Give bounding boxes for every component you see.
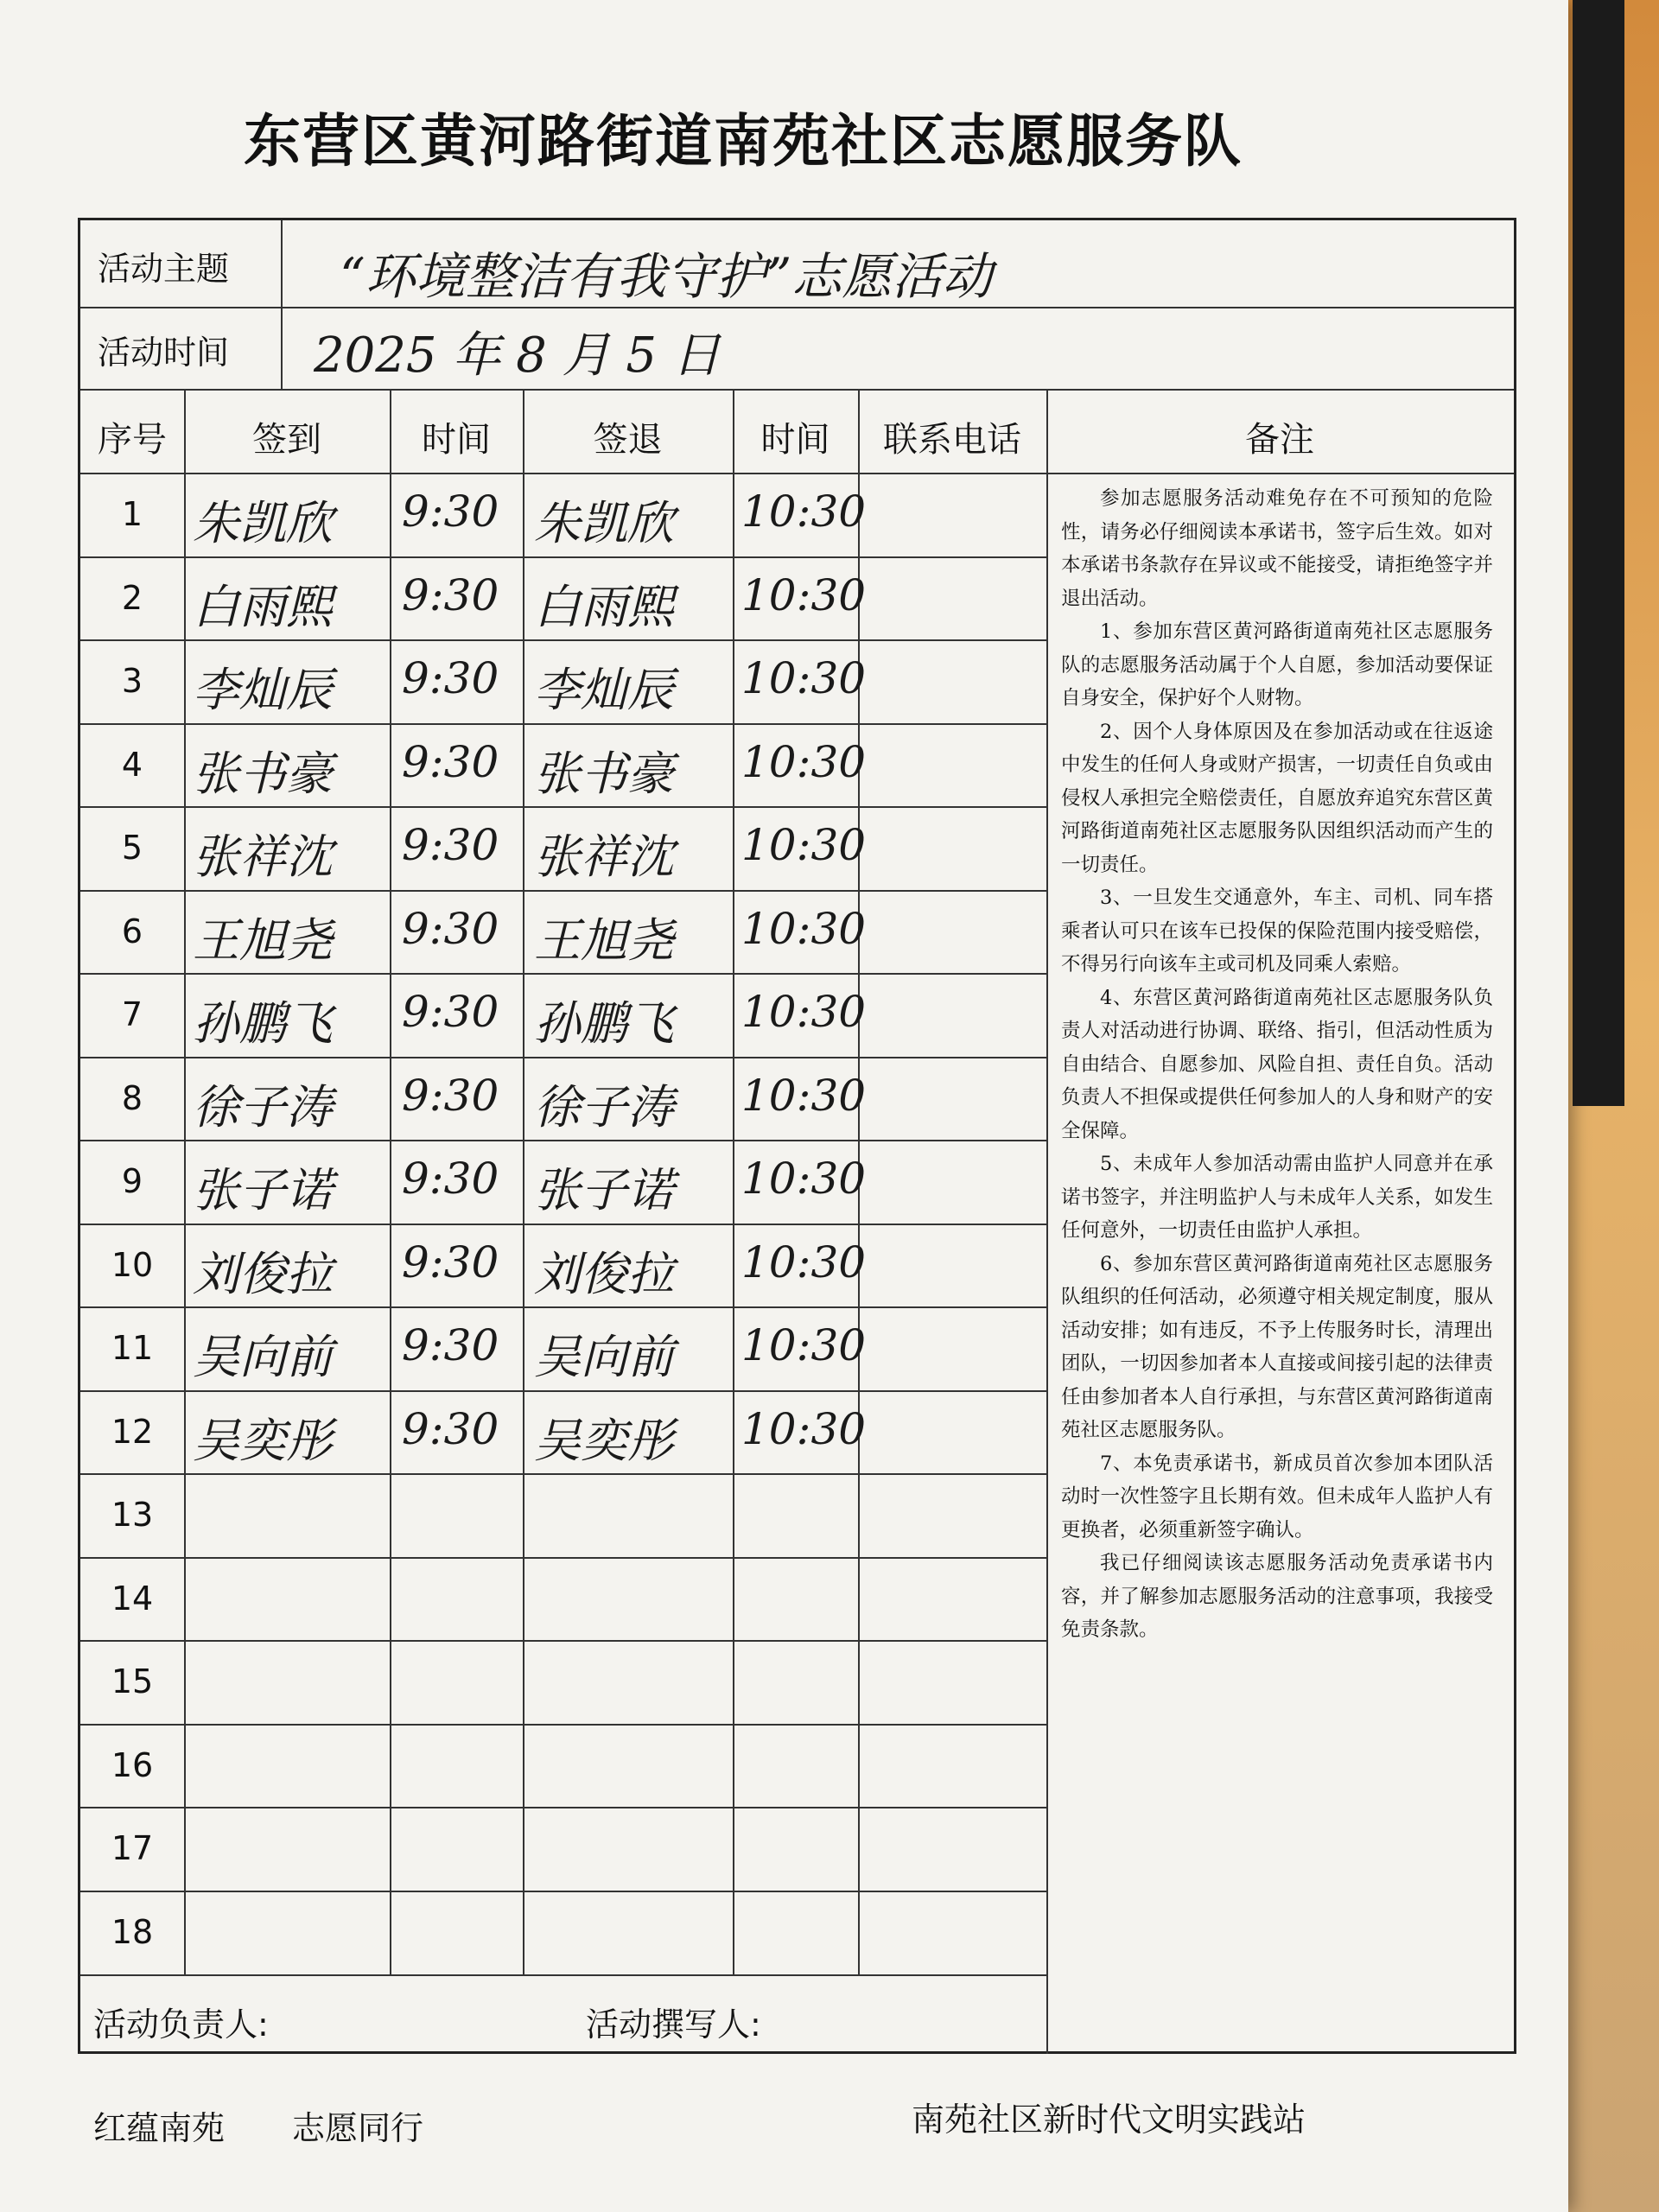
disclaimer-paragraph: 3、一旦发生交通意外，车主、司机、同车搭乘者认可只在该车已投保的保险范围内接受赔偿，不得另行向该车主或司机及同乘人索赔。 — [1061, 887, 1493, 976]
cell-t-out: 10:30 — [741, 820, 867, 870]
row-divider — [80, 1724, 1046, 1726]
cell-t-out: 10:30 — [741, 486, 867, 537]
row-number: 16 — [111, 1745, 154, 1784]
station-name: 南苑社区新时代文明实践站 — [912, 2101, 1306, 2139]
cell-t-out: 10:30 — [741, 987, 867, 1037]
divider — [80, 1974, 1046, 1976]
cell-out: 张书豪 — [534, 746, 674, 801]
page-title: 东营区黄河路街道南苑社区志愿服务队 — [244, 107, 1243, 175]
cell-in: 李灿辰 — [193, 663, 333, 717]
cell-in: 刘俊拉 — [193, 1246, 333, 1301]
header-time-out: 时间 — [760, 420, 830, 460]
row-number: 9 — [121, 1162, 143, 1200]
cell-t-in: 9:30 — [402, 1403, 499, 1454]
row-divider — [80, 723, 1046, 725]
cell-out: 白雨熙 — [534, 579, 674, 634]
header-phone: 联系电话 — [883, 420, 1021, 460]
divider — [281, 220, 283, 389]
row-number: 3 — [121, 662, 143, 700]
row-divider — [80, 973, 1046, 975]
cell-t-in: 9:30 — [402, 1154, 499, 1204]
header-time-in: 时间 — [422, 420, 491, 460]
cell-out: 刘俊拉 — [534, 1246, 674, 1301]
divider — [390, 389, 391, 1974]
cell-t-out: 10:30 — [741, 903, 867, 954]
row-number: 18 — [111, 1912, 154, 1951]
header-index: 序号 — [98, 420, 167, 460]
cell-t-in: 9:30 — [402, 987, 499, 1037]
cell-t-in: 9:30 — [402, 903, 499, 954]
row-divider — [80, 639, 1046, 641]
cell-t-out: 10:30 — [741, 1070, 867, 1121]
row-number: 13 — [111, 1496, 154, 1534]
divider — [184, 389, 186, 1974]
cell-t-in: 9:30 — [402, 653, 499, 703]
cell-in: 张书豪 — [193, 746, 333, 801]
header-signin: 签到 — [252, 420, 321, 460]
row-number: 15 — [111, 1662, 154, 1700]
cell-t-out: 10:30 — [741, 1236, 867, 1287]
cell-t-in: 9:30 — [402, 1320, 499, 1370]
cell-out: 朱凯欣 — [534, 496, 674, 550]
row-divider — [80, 1057, 1046, 1058]
divider — [733, 389, 734, 1974]
cell-in: 徐子涛 — [193, 1079, 333, 1135]
cell-out: 孙鹏飞 — [534, 996, 674, 1051]
header-remarks: 备注 — [1245, 420, 1314, 460]
disclaimer-paragraph: 2、因个人身体原因及在参加活动或在往返途中发生的任何人身或财产损害，一切责任自负或由侵权人承担完全赔偿责任，自愿放弃追究东营区黄河路街道南苑社区志愿服务队因组织活动而产生的一切责任。 — [1061, 720, 1493, 876]
cell-out: 吴向前 — [534, 1330, 674, 1384]
row-divider — [80, 1224, 1046, 1225]
row-divider — [80, 1306, 1046, 1308]
row-number: 1 — [121, 495, 143, 533]
cell-in: 吴奕彤 — [193, 1413, 333, 1468]
row-number: 8 — [121, 1078, 143, 1117]
row-number: 10 — [111, 1245, 154, 1284]
row-number: 5 — [121, 829, 143, 867]
slogan-right: 志愿同行 — [292, 2109, 424, 2147]
theme-value: “环境整洁有我守护”志愿活动 — [340, 247, 993, 306]
leader-label: 活动负责人: — [93, 2005, 269, 2044]
writer-label: 活动撰写人: — [586, 2005, 761, 2044]
row-divider — [80, 1473, 1046, 1475]
cell-t-out: 10:30 — [741, 653, 867, 703]
disclaimer-paragraph: 1、参加东营区黄河路街道南苑社区志愿服务队的志愿服务活动属于个人自愿，参加活动要保证自身安全，保护好个人财物。 — [1061, 620, 1493, 709]
row-divider — [80, 1891, 1046, 1892]
background-object — [1573, 0, 1624, 1106]
disclaimer-paragraph: 5、未成年人参加活动需由监护人同意并在承诺书签字，并注明监护人与未成年人关系，如发生任何意外，一切责任由监护人承担。 — [1061, 1153, 1493, 1242]
row-number: 11 — [111, 1329, 154, 1367]
cell-in: 吴向前 — [193, 1330, 333, 1384]
cell-t-in: 9:30 — [402, 1070, 499, 1121]
divider — [523, 389, 524, 1974]
divider — [80, 389, 1514, 391]
row-divider — [80, 1640, 1046, 1642]
cell-t-in: 9:30 — [402, 1236, 499, 1287]
cell-t-out: 10:30 — [741, 569, 867, 620]
cell-out: 王旭尧 — [534, 912, 674, 968]
cell-out: 张祥沈 — [534, 830, 674, 884]
row-number: 4 — [121, 745, 143, 784]
cell-in: 白雨熙 — [193, 579, 333, 634]
row-divider — [80, 1807, 1046, 1808]
cell-t-in: 9:30 — [402, 736, 499, 787]
row-divider — [80, 556, 1046, 558]
row-number: 17 — [111, 1829, 154, 1867]
row-divider — [80, 1390, 1046, 1392]
cell-in: 张祥沈 — [193, 830, 333, 884]
time-label: 活动时间 — [98, 334, 230, 372]
divider — [1046, 389, 1048, 2054]
disclaimer-paragraph: 4、东营区黄河路街道南苑社区志愿服务队负责人对活动进行协调、联络、指引，但活动性质为自由结合、自愿参加、风险自担、责任自负。活动负责人不担保或提供任何参加人的人身和财产的安全保障。 — [1061, 986, 1493, 1142]
cell-t-out: 10:30 — [741, 1154, 867, 1204]
cell-out: 张子诺 — [534, 1163, 674, 1217]
row-divider — [80, 890, 1046, 892]
row-number: 14 — [111, 1579, 154, 1618]
header-signout: 签退 — [593, 420, 663, 460]
cell-in: 张子诺 — [193, 1163, 333, 1217]
slogan-left: 红蕴南苑 — [93, 2109, 226, 2147]
theme-label: 活动主题 — [98, 250, 230, 288]
row-divider — [80, 1557, 1046, 1559]
cell-t-in: 9:30 — [402, 569, 499, 620]
divider — [80, 473, 1514, 474]
cell-out: 李灿辰 — [534, 663, 674, 717]
row-number: 12 — [111, 1412, 154, 1451]
disclaimer-paragraph: 6、参加东营区黄河路街道南苑社区志愿服务队组织的任何活动，必须遵守相关规定制度，服从活动安排；如有违反，不予上传服务时长，清理出团队，一切因参加者本人直接或间接引起的法律责任由参加者本人自行承担，与东营区黄河路街道南苑社区志愿服务队。 — [1061, 1252, 1493, 1441]
cell-out: 徐子涛 — [534, 1079, 674, 1135]
disclaimer-paragraph: 我已仔细阅读该志愿服务活动免责承诺书内容，并了解参加志愿服务活动的注意事项，我接受免责条款。 — [1061, 1552, 1493, 1641]
cell-t-out: 10:30 — [741, 736, 867, 787]
row-divider — [80, 1140, 1046, 1141]
cell-in: 王旭尧 — [193, 912, 333, 968]
time-value: 2025 年 8 月 5 日 — [314, 327, 721, 384]
row-number: 7 — [121, 995, 143, 1033]
disclaimer-text — [1061, 482, 1493, 1647]
disclaimer-paragraph: 7、本免责承诺书，新成员首次参加本团队活动时一次性签字且长期有效。但未成年人监护人有更换者，必须重新签字确认。 — [1061, 1452, 1493, 1541]
row-divider — [80, 806, 1046, 808]
cell-t-in: 9:30 — [402, 486, 499, 537]
cell-in: 孙鹏飞 — [193, 996, 333, 1051]
disclaimer-paragraph: 参加志愿服务活动难免存在不可预知的危险性，请务必仔细阅读本承诺书，签字后生效。如对本承诺书条款存在异议或不能接受，请拒绝签字并退出活动。 — [1061, 487, 1493, 610]
cell-t-out: 10:30 — [741, 1320, 867, 1370]
row-number: 6 — [121, 912, 143, 950]
cell-t-in: 9:30 — [402, 820, 499, 870]
cell-in: 朱凯欣 — [193, 496, 333, 550]
cell-t-out: 10:30 — [741, 1403, 867, 1454]
row-number: 2 — [121, 578, 143, 617]
cell-out: 吴奕彤 — [534, 1413, 674, 1468]
